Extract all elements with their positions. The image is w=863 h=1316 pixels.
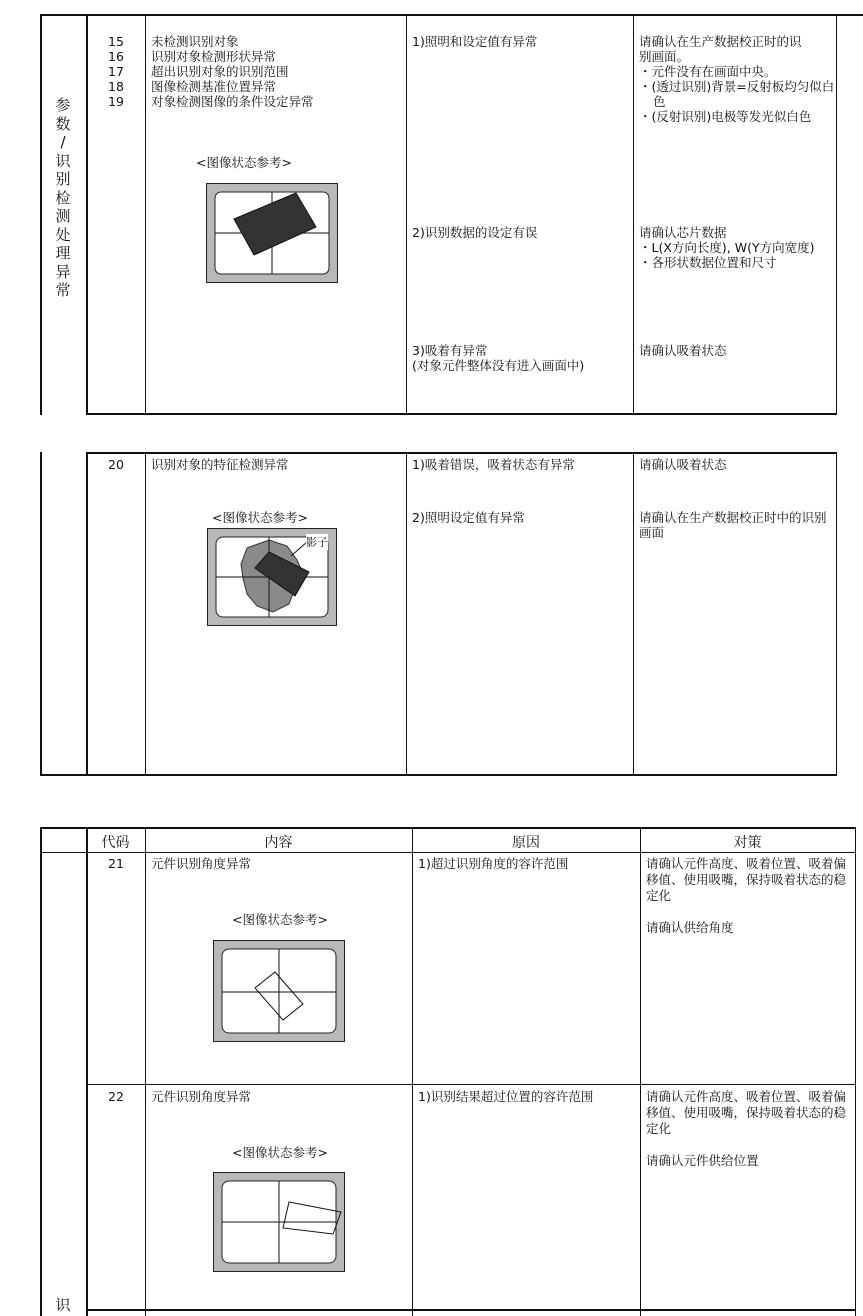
countermeasure-2: 请确认芯片数据 ・L(X方向长度), W(Y方向宽度) ・各形状数据位置和尺寸 — [639, 225, 815, 270]
category-label-partial: 识 — [55, 1296, 71, 1314]
header-countermeasure: 对策 — [733, 835, 762, 851]
content-20: 识别对象的特征检测异常 — [151, 457, 289, 472]
page-top-rule — [40, 14, 863, 16]
image-reference-label: <图像状态参考> — [212, 510, 308, 525]
countermeasure-21-2: 请确认供给角度 — [646, 920, 734, 935]
content-22: 元件识别角度异常 — [151, 1089, 252, 1104]
code-22: 22 — [108, 1089, 124, 1104]
shadow-label: 影子 — [306, 536, 328, 549]
countermeasure-1: 请确认在生产数据校正时的识 别画面。 ・元件没有在画面中央。 ・(透过识别)背景=反射板均匀似白色 ・(反射识别)电极等发光似白色 — [639, 34, 835, 124]
cause-3: 3)吸着有异常 (对象元件整体没有进入画面中) — [412, 343, 585, 373]
content-list: 未检测识别对象 识别对象检测形状异常 超出识别对象的识别范围 图像检测基准位置异常 对象检测图像的条件设定异常 — [151, 34, 314, 109]
recognition-image-1 — [206, 183, 338, 283]
code-list: 15 16 17 18 19 — [108, 34, 124, 109]
cause-21: 1)超过识别角度的容许范围 — [418, 856, 569, 871]
cause-22: 1)识别结果超过位置的容许范围 — [418, 1089, 594, 1104]
code-20: 20 — [108, 457, 124, 472]
countermeasure-3: 请确认吸着状态 — [639, 343, 727, 358]
recognition-image-21 — [213, 940, 345, 1042]
cause-list: 1)照明和设定值有异常 — [412, 34, 538, 49]
recognition-image-22 — [213, 1172, 345, 1272]
image-reference-label: <图像状态参考> — [232, 1145, 328, 1160]
countermeasure-20-1: 请确认吸着状态 — [639, 457, 727, 472]
countermeasure-21: 请确认元件高度、吸着位置、吸着偏移值、使用吸嘴，保持吸着状态的稳定化 — [646, 856, 847, 903]
code-21: 21 — [108, 856, 124, 871]
header-code: 代码 — [101, 835, 130, 851]
header-cause: 原因 — [512, 835, 540, 851]
countermeasure-22-2: 请确认元件供给位置 — [646, 1153, 759, 1168]
content-21: 元件识别角度异常 — [151, 856, 252, 871]
header-content: 内容 — [264, 835, 293, 851]
image-reference-label: <图像状态参考> — [196, 155, 292, 170]
image-reference-label: <图像状态参考> — [232, 912, 328, 927]
countermeasure-22: 请确认元件高度、吸着位置、吸着偏移值、使用吸嘴，保持吸着状态的稳定化 — [646, 1089, 847, 1136]
cause-20-1: 1)吸着错误，吸着状态有异常 — [412, 457, 575, 472]
cause-20-2: 2)照明设定值有异常 — [412, 510, 525, 525]
category-label: 参 数 / 识 别 检 测 处 理 异 常 — [55, 96, 71, 299]
cause-2: 2)识别数据的设定有误 — [412, 225, 538, 240]
countermeasure-20-2: 请确认在生产数据校正时中的识别画面 — [639, 510, 827, 540]
